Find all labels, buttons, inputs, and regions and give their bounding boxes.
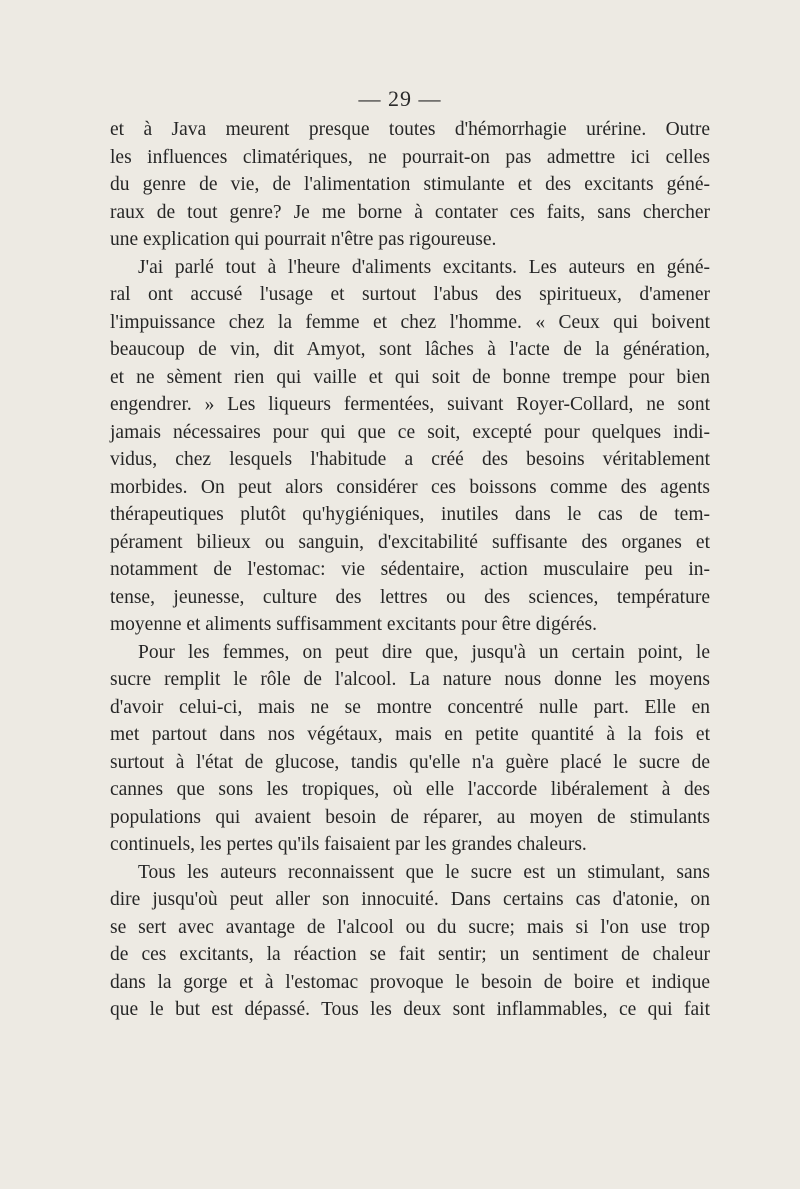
page-number: — 29 — [358, 86, 442, 111]
text-line: populations qui avaient besoin de réparer, au moyen de stimulants [110, 806, 710, 828]
paragraph-3 [110, 639, 710, 859]
text-line: et à Java meurent presque toutes d'hémorrhagie urérine. Outre [110, 119, 710, 140]
text-line: jamais nécessaires pour qui que ce soit, excepté pour quelques indi- [110, 421, 710, 443]
text-line: notamment de l'estomac: vie sédentaire, action musculaire peu in- [110, 559, 710, 580]
text-line: Pour les femmes, on peut dire que, jusqu'à un certain point, le [138, 641, 710, 663]
text-line: les influences climatériques, ne pourrait-on pas admettre ici celles [110, 146, 710, 168]
text-line: une explication qui pourrait n'être pas rigoureuse. [110, 229, 497, 250]
text-line: Tous les auteurs reconnaissent que le sucre est un stimulant, sans [138, 861, 710, 883]
text-line: ral ont accusé l'usage et surtout l'abus des spiritueux, d'amener [110, 284, 710, 305]
text-line: engendrer. » Les liqueurs fermentées, suivant Royer-Collard, ne sont [110, 394, 710, 415]
text-line: sucre remplit le rôle de l'alcool. La nature nous donne les moyens [110, 669, 710, 690]
text-line: moyenne et aliments suffisamment excitants pour être digérés. [110, 614, 597, 635]
text-line: thérapeutiques plutôt qu'hygiéniques, inutiles dans le cas de tem- [110, 504, 710, 525]
paragraph-1 [110, 116, 710, 254]
text-line: cannes que sons les tropiques, où elle l'accorde libéralement à des [110, 779, 710, 800]
text-line: surtout à l'état de glucose, tandis qu'elle n'a guère placé le sucre de [110, 751, 710, 773]
text-line: et ne sèment rien qui vaille et qui soit de bonne trempe pour bien [110, 366, 710, 388]
text-line: pérament bilieux ou sanguin, d'excitabilité suffisante des organes et [110, 531, 710, 553]
text-line: dans la gorge et à l'estomac provoque le besoin de boire et indique [110, 971, 710, 993]
text-line: met partout dans nos végétaux, mais en petite quantité à la fois et [110, 724, 710, 745]
text-line: J'ai parlé tout à l'heure d'aliments excitants. Les auteurs en géné- [138, 256, 710, 278]
paragraph-2 [110, 254, 710, 639]
text-line: l'impuissance chez la femme et chez l'homme. « Ceux qui boivent [110, 311, 710, 333]
paragraph-4 [110, 859, 710, 1024]
text-line: du genre de vie, de l'alimentation stimulante et des excitants géné- [110, 174, 710, 195]
text-line: beaucoup de vin, dit Amyot, sont lâches à l'acte de la génération, [110, 339, 710, 360]
text-line: d'avoir celui-ci, mais ne se montre concentré nulle part. Elle en [110, 696, 710, 718]
body-text [110, 116, 710, 1024]
text-line: tense, jeunesse, culture des lettres ou des sciences, température [110, 586, 710, 608]
text-line: vidus, chez lesquels l'habitude a créé des besoins véritablement [110, 449, 710, 470]
text-line: se sert avec avantage de l'alcool ou du sucre; mais si l'on use trop [110, 916, 710, 938]
text-line: que le but est dépassé. Tous les deux sont inflammables, ce qui fait [110, 999, 710, 1020]
text-line: raux de tout genre? Je me borne à contater ces faits, sans chercher [110, 201, 710, 223]
text-line: de ces excitants, la réaction se fait sentir; un sentiment de chaleur [110, 944, 710, 965]
text-line: morbides. On peut alors considérer ces boissons comme des agents [110, 476, 710, 498]
text-line: continuels, les pertes qu'ils faisaient par les grandes chaleurs. [110, 834, 587, 855]
text-line: dire jusqu'où peut aller son innocuité. Dans certains cas d'atonie, on [110, 889, 710, 910]
